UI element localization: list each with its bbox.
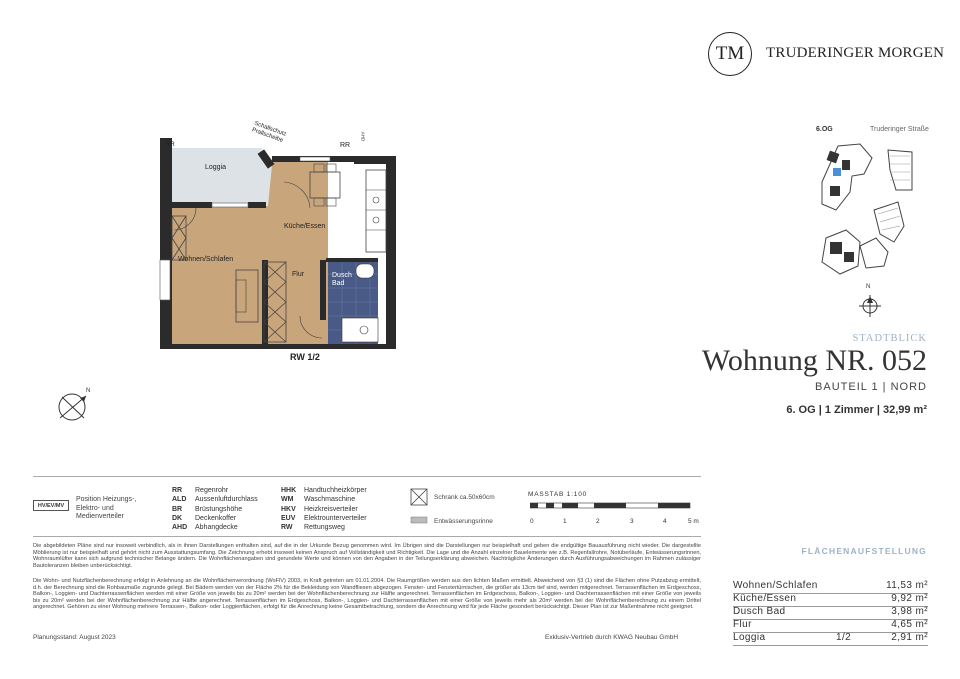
keyplan-floor-label: 6.OG [816, 126, 833, 133]
apartment-title: Wohnung NR. 052 [701, 344, 927, 377]
hv-ev-mv-symbol: HV/EV/MV [33, 500, 69, 511]
disclaimer-paragraph-1: Die abgebildeten Pläne sind nur insoweit verbindlich, als in ihnen Darstellungen enthalten sind, auf die in der Urkunde Bezug genommen wird. Im Übrigen sind die Darstellungen nur beispielhaft und geben die endgültige Bauausführung nicht wieder. Die dargestellte Möblierung ist nur beispielhaft und gehört nicht zum Ausstattungsumfang. Die Zeichnung erhebt insoweit keinen Anspruch auf Vollständigkeit und Richtigkeit. Die Lage und die Anzahl einzelner Bauelemente wie z.B. Regenfallrohre, Notüberläufe, Entwässerungsrinnen, Wohnraumlüfter kann sich aufgrund technischer Belange ändern. Die Wohnflächenangaben sind gerundete Werte und können von den Angaben in der Teilungserklärung abweichen. Nachträgliche Änderungen durch Ausführungsabweichungen im Rahmen zulässiger Bautoleranzen bleiben unberücksichtigt. [33, 543, 701, 569]
north-arrow-icon [54, 388, 98, 428]
plan-date: Planungsstand: August 2023 [33, 634, 116, 641]
area-row-label: Dusch Bad [733, 606, 786, 617]
scale-tick: 0 [530, 518, 534, 525]
entwaesserung-label: Entwässerungsrinne [434, 518, 493, 525]
abbr-list-1 [172, 486, 258, 532]
scale-tick: 4 [663, 518, 667, 525]
area-row [733, 619, 928, 633]
abbr-item: BR Brüstungshöhe [172, 505, 243, 513]
keyplan-drawing [800, 130, 940, 320]
scale-tick: 5 m [688, 518, 699, 525]
hv-ev-mv-description: Position Heizungs-, Elektro- und Medienverteiler [76, 496, 137, 520]
abbr-item: AHD Abhangdecke [172, 524, 238, 532]
area-row-value: 2,91 m² [891, 632, 928, 643]
rr-left-label: RR [166, 142, 175, 148]
legend-divider-bottom [33, 536, 701, 537]
rr-top-label: RR [340, 142, 351, 149]
apartment-summary: 6. OG | 1 Zimmer | 32,99 m² [786, 404, 927, 416]
area-row-label: Flur [733, 619, 752, 630]
area-row [733, 606, 928, 620]
loggia-area [172, 148, 272, 206]
keyplan-north-label: N [866, 284, 871, 290]
area-row-value: 3,98 m² [891, 606, 928, 617]
keyplan-apartment-highlight [833, 168, 841, 176]
abbr-item: ALD Aussenluftdurchlass [172, 496, 258, 504]
area-row-factor: 1/2 [836, 632, 852, 643]
area-table-title: FLÄCHENAUFSTELLUNG [801, 546, 927, 556]
area-row-label: Küche/Essen [733, 593, 797, 604]
area-row-value: 11,53 m² [886, 580, 928, 591]
scale-title: MASSTAB 1:100 [528, 491, 588, 498]
disclaimer-paragraph-2: Die Wohn- und Nutzflächenberechnung erfolgt in Anlehnung an die Wohnflächenverordnung (WoFlV) 2003, in Kraft getreten am 01.01.2004. Die Raumgrößen werden aus den lichten Maßen ermittelt. Abweichend von §3 (1) sind die Flächen ohne Putzabzug ermittelt, d.h. der Berechnung sind die Rohbaumaße zugrunde gelegt. Bei Bädern werden von der Fläche 2% für die Bekleidung von Wandfliesen abgezogen. Fenster- und Fenstertürnischen, die größer als 13cm tief sind, werden mitgerechnet. Terrassenflächen im Erdgeschoss, Balkon-, Loggien- und Dachterrassenflächen werden mit einer Größe von jeweils bis zu 20m² werden bei der Wohnflächenberechnung zur Hälfte angerechnet. Terrassenflächen im Erdgeschoss, Balkon-, Loggien- und Dachterrassenflächen mit einer Größe von jeweils bis zu 20m² werden bei der Wohnflächenberechnung zur Hälfte angerechnet. Terrassenflächen im Erdgeschoss, Balkon-, Loggien- und Dachterrassenflächen mit einer Größe von jeweils mehr als 20m² werden bei der Wohnflächenberechnung zu einem Drittel angerechnet. Gehören zu einer Wohnung mehrere Terrassen-, Balkon- oder Loggienflächen, erfolgt für die Anrechnung keine Gesamtbetrachtung, sondern die Anrechnung wird für jede Fläche gesondert berücksichtigt. Dieser Plan ist zur Maßentnahme nicht geeignet. [33, 578, 701, 611]
area-row-label: Wohnen/Schlafen [733, 580, 818, 591]
brand-logo-mark: TM [708, 32, 752, 76]
area-row-label: Loggia [733, 632, 766, 643]
project-subtitle: STADTBLICK [852, 333, 927, 344]
area-row [733, 580, 928, 594]
scale-tick: 3 [630, 518, 634, 525]
floorplan-drawing [150, 110, 410, 360]
room-label-wohnen: Wohnen/Schlafen [178, 256, 234, 263]
entwaesserung-symbol [411, 517, 427, 523]
scale-tick: 1 [563, 518, 567, 525]
area-row-value: 9,92 m² [891, 593, 928, 604]
legend-divider-top [33, 476, 701, 477]
abbr-item: EUV Elektrounterverteiler [281, 514, 367, 522]
abbr-item: HKV Heizkreisverteiler [281, 505, 358, 513]
abbr-item: WM Waschmaschine [281, 496, 356, 504]
bauteil-label: BAUTEIL 1 | NORD [815, 381, 927, 393]
room-label-dusche: Dusch Bad [332, 272, 352, 287]
brand-name: TRUDERINGER MORGEN [766, 45, 945, 61]
room-label-loggia: Loggia [205, 164, 227, 171]
vertrieb-label: Exklusiv-Vertrieb durch KWAG Neubau GmbH [545, 634, 679, 641]
abbr-item: DK Deckenkoffer [172, 514, 237, 522]
ahd-label: AHD [360, 131, 366, 142]
area-row [733, 632, 928, 646]
schallschutz-label: Schallschutz Prallscheibe [250, 120, 288, 145]
scale-tick: 2 [596, 518, 600, 525]
room-label-flur: Flur [292, 271, 305, 278]
abbr-item: RR Regenrohr [172, 487, 229, 494]
rw-label: RW 1/2 [290, 352, 320, 362]
room-label-kueche: Küche/Essen [284, 223, 326, 230]
abbr-item: HHK Handtuchheizkörper [281, 487, 367, 494]
abbr-item: RW Rettungsweg [281, 524, 345, 532]
legend-symbols [410, 488, 430, 528]
area-row-value: 4,65 m² [891, 619, 928, 630]
scale-bar [530, 502, 700, 512]
area-row [733, 593, 928, 607]
keyplan-street-label: Truderinger Straße [870, 126, 929, 133]
abbr-list-2 [281, 486, 367, 532]
plan-north-label: N [86, 388, 91, 394]
schrank-label: Schrank ca.50x60cm [434, 494, 495, 501]
